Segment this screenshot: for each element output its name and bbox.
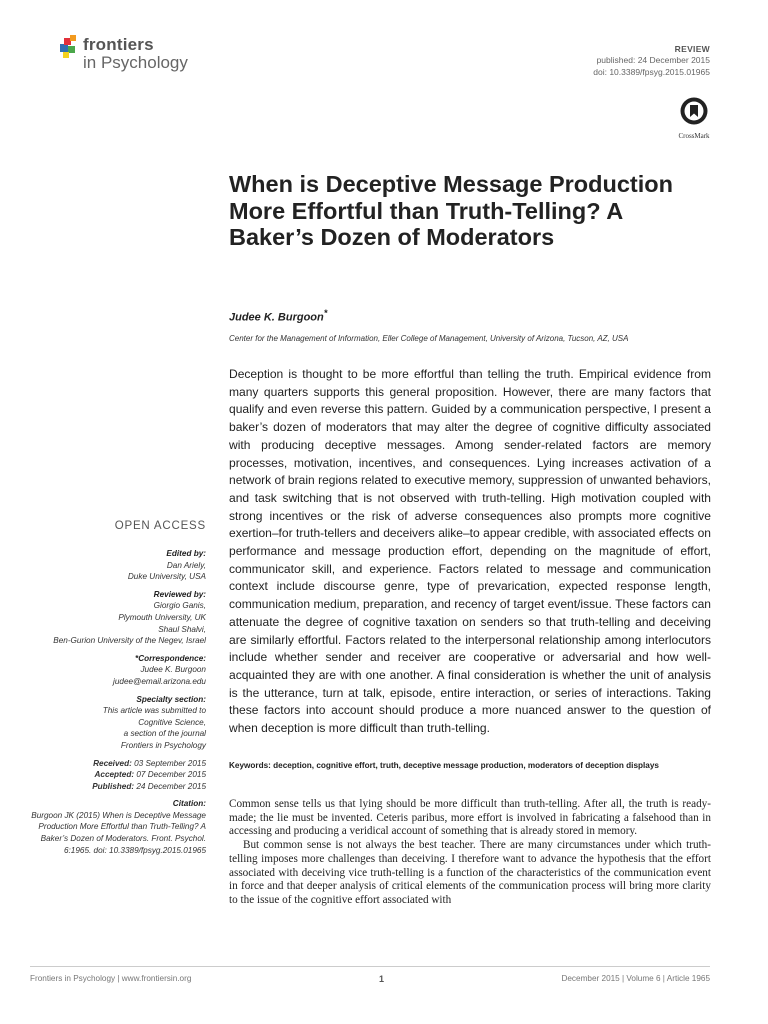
crossmark-icon [679,96,709,126]
published-date-sidebar: 24 December 2015 [136,781,206,791]
specialty-line: a section of the journal [123,729,206,739]
article-meta-header [593,44,710,78]
crossmark-label: CrossMark [678,132,710,140]
keywords-list: deception, cognitive effort, truth, deceptive message production, moderators of deception displays [273,761,659,770]
dates-section [30,758,206,793]
reviewed-by-label: Reviewed by: [153,589,206,599]
abstract: Deception is thought to be more effortful than telling the truth. Empirical evidence from many quarters supports this general proposition. However, there are many factors that qualify and even reverse this pattern. Guided by a communication perspective, I present a baker’s dozen of moderators that may alter the degree of cognitive difficulty associated with producing deceptive messages. Among sender-related factors are memory processes, motivation, incentives, and consequences. Lying increases activation of a network of brain regions related to executive memory, suppression of unwanted behaviors, and task switching that is not observed with truth-telling. High motivation coupled with strong incentives or the risk of adverse consequences also prompts more cognitive exertion–for truth-tellers and deceivers alike–to appear credible, with associated effects on performance and message production effort, depending on the magnitude of effort, communicator skill, and experience. Factors related to message and communication context include discourse genre, type of prevarication, expected response length, communication medium, preparation, and recency of target event/issue. These factors can attenuate the degree of cognitive taxation on senders so that truth-telling and deceiving are similarly effortful. Factors related to the interpersonal relationship among interlocutors include whether sender and receiver are cooperative or adversarial and how well-acquainted they are with one another. A final consideration is whether the unit of analysis is the utterance, turn at talk, episode, entire interaction, or series of interactions. Taking these factors into account should produce a more nuanced answer to the question of when deception is more difficult than truth-telling. [229,367,711,736]
reviewed-by-section [30,589,206,647]
author-mark: * [323,308,328,318]
specialty-line: Frontiers in Psychology [120,740,206,750]
accepted-date: 07 December 2015 [136,770,206,780]
open-access-label: OPEN ACCESS [114,520,206,532]
specialty-section [30,694,206,752]
received-label: Received: [93,758,132,768]
keywords-label: Keywords: [229,761,271,770]
correspondence-section [30,653,206,688]
edited-by-section [30,548,206,583]
keywords [229,761,711,770]
journal-name [83,36,188,72]
crossmark-badge[interactable] [676,96,712,140]
citation-label: Citation: [172,799,206,809]
footer-divider [30,966,710,967]
specialty-label: Specialty section: [136,694,206,704]
article-title: When is Deceptive Message Production More Effortful than Truth-Telling? A Baker’s Dozen of Moderators [229,171,673,251]
published-label: Published: [92,781,135,791]
article-doi: doi: 10.3389/fpsyg.2015.01965 [593,66,710,77]
citation-text: Burgoon JK (2015) When is Deceptive Message Production More Effortful than Truth-Telling? A Baker’s Dozen of Moderators. Front. Psychol. 6:1965. doi: 10.3389/fpsyg.2015.01965 [31,810,206,855]
citation-section [30,798,206,856]
correspondence-email[interactable]: judee@email.arizona.edu [113,676,206,686]
editor-name: Dan Ariely, [166,560,206,570]
received-date: 03 September 2015 [134,758,206,768]
reviewer-name: Shaul Shalvi, [158,624,206,634]
author-name: Judee K. Burgoon [229,311,324,324]
specialty-line: Cognitive Science, [138,717,206,727]
reviewer-name: Giorgio Ganis, [153,601,206,611]
footer-journal: Frontiers in Psychology | www.frontiersin.org [30,974,192,983]
published-row [30,781,206,793]
reviewer-affiliation: Plymouth University, UK [118,612,206,622]
published-date: published: 24 December 2015 [596,55,710,66]
edited-by-label: Edited by: [166,549,206,558]
frontiers-logo-icon [58,34,80,60]
correspondence-name: Judee K. Burgoon [140,665,206,675]
reviewer-affiliation: Ben-Gurion University of the Negev, Israel [53,636,206,646]
editor-affiliation: Duke University, USA [127,572,206,582]
author-line [229,308,327,324]
article-body [229,798,711,908]
body-paragraph: But common sense is not always the best teacher. There are many circumstances under which truth-telling imposes more challenges than deceiving. I therefore want to advance the hypothesis that the effort associated with deceiving vice truth-telling is a function of the characteristics of the communication event in force and that deeper analysis of critical elements of the communication process will bring more clarity to the issue of the cognitive effort associated with [229,839,711,906]
page-number: 1 [379,974,385,984]
footer-issue-info: December 2015 | Volume 6 | Article 1965 [561,974,710,983]
accepted-label: Accepted: [94,770,135,780]
author-affiliation: Center for the Management of Information, Eller College of Management, University of Arizona, Tucson, AZ, USA [229,334,629,343]
journal-name-line2: in Psychology [83,52,188,72]
body-paragraph: Common sense tells us that lying should be more difficult than truth-telling. After all, the truth is ready-made; the lie must be invented. Ceteris paribus, more effort is involved in fabricating a falsehood than in accessing and producing a veridical account of something that is already stored in memory. [229,798,711,838]
specialty-line: This article was submitted to [102,706,206,716]
article-type: REVIEW [674,44,710,54]
journal-name-line1: frontiers [83,35,154,54]
received-row [30,758,206,770]
accepted-row [30,769,206,781]
article-info-sidebar [30,548,206,862]
correspondence-label: *Correspondence: [135,653,206,663]
